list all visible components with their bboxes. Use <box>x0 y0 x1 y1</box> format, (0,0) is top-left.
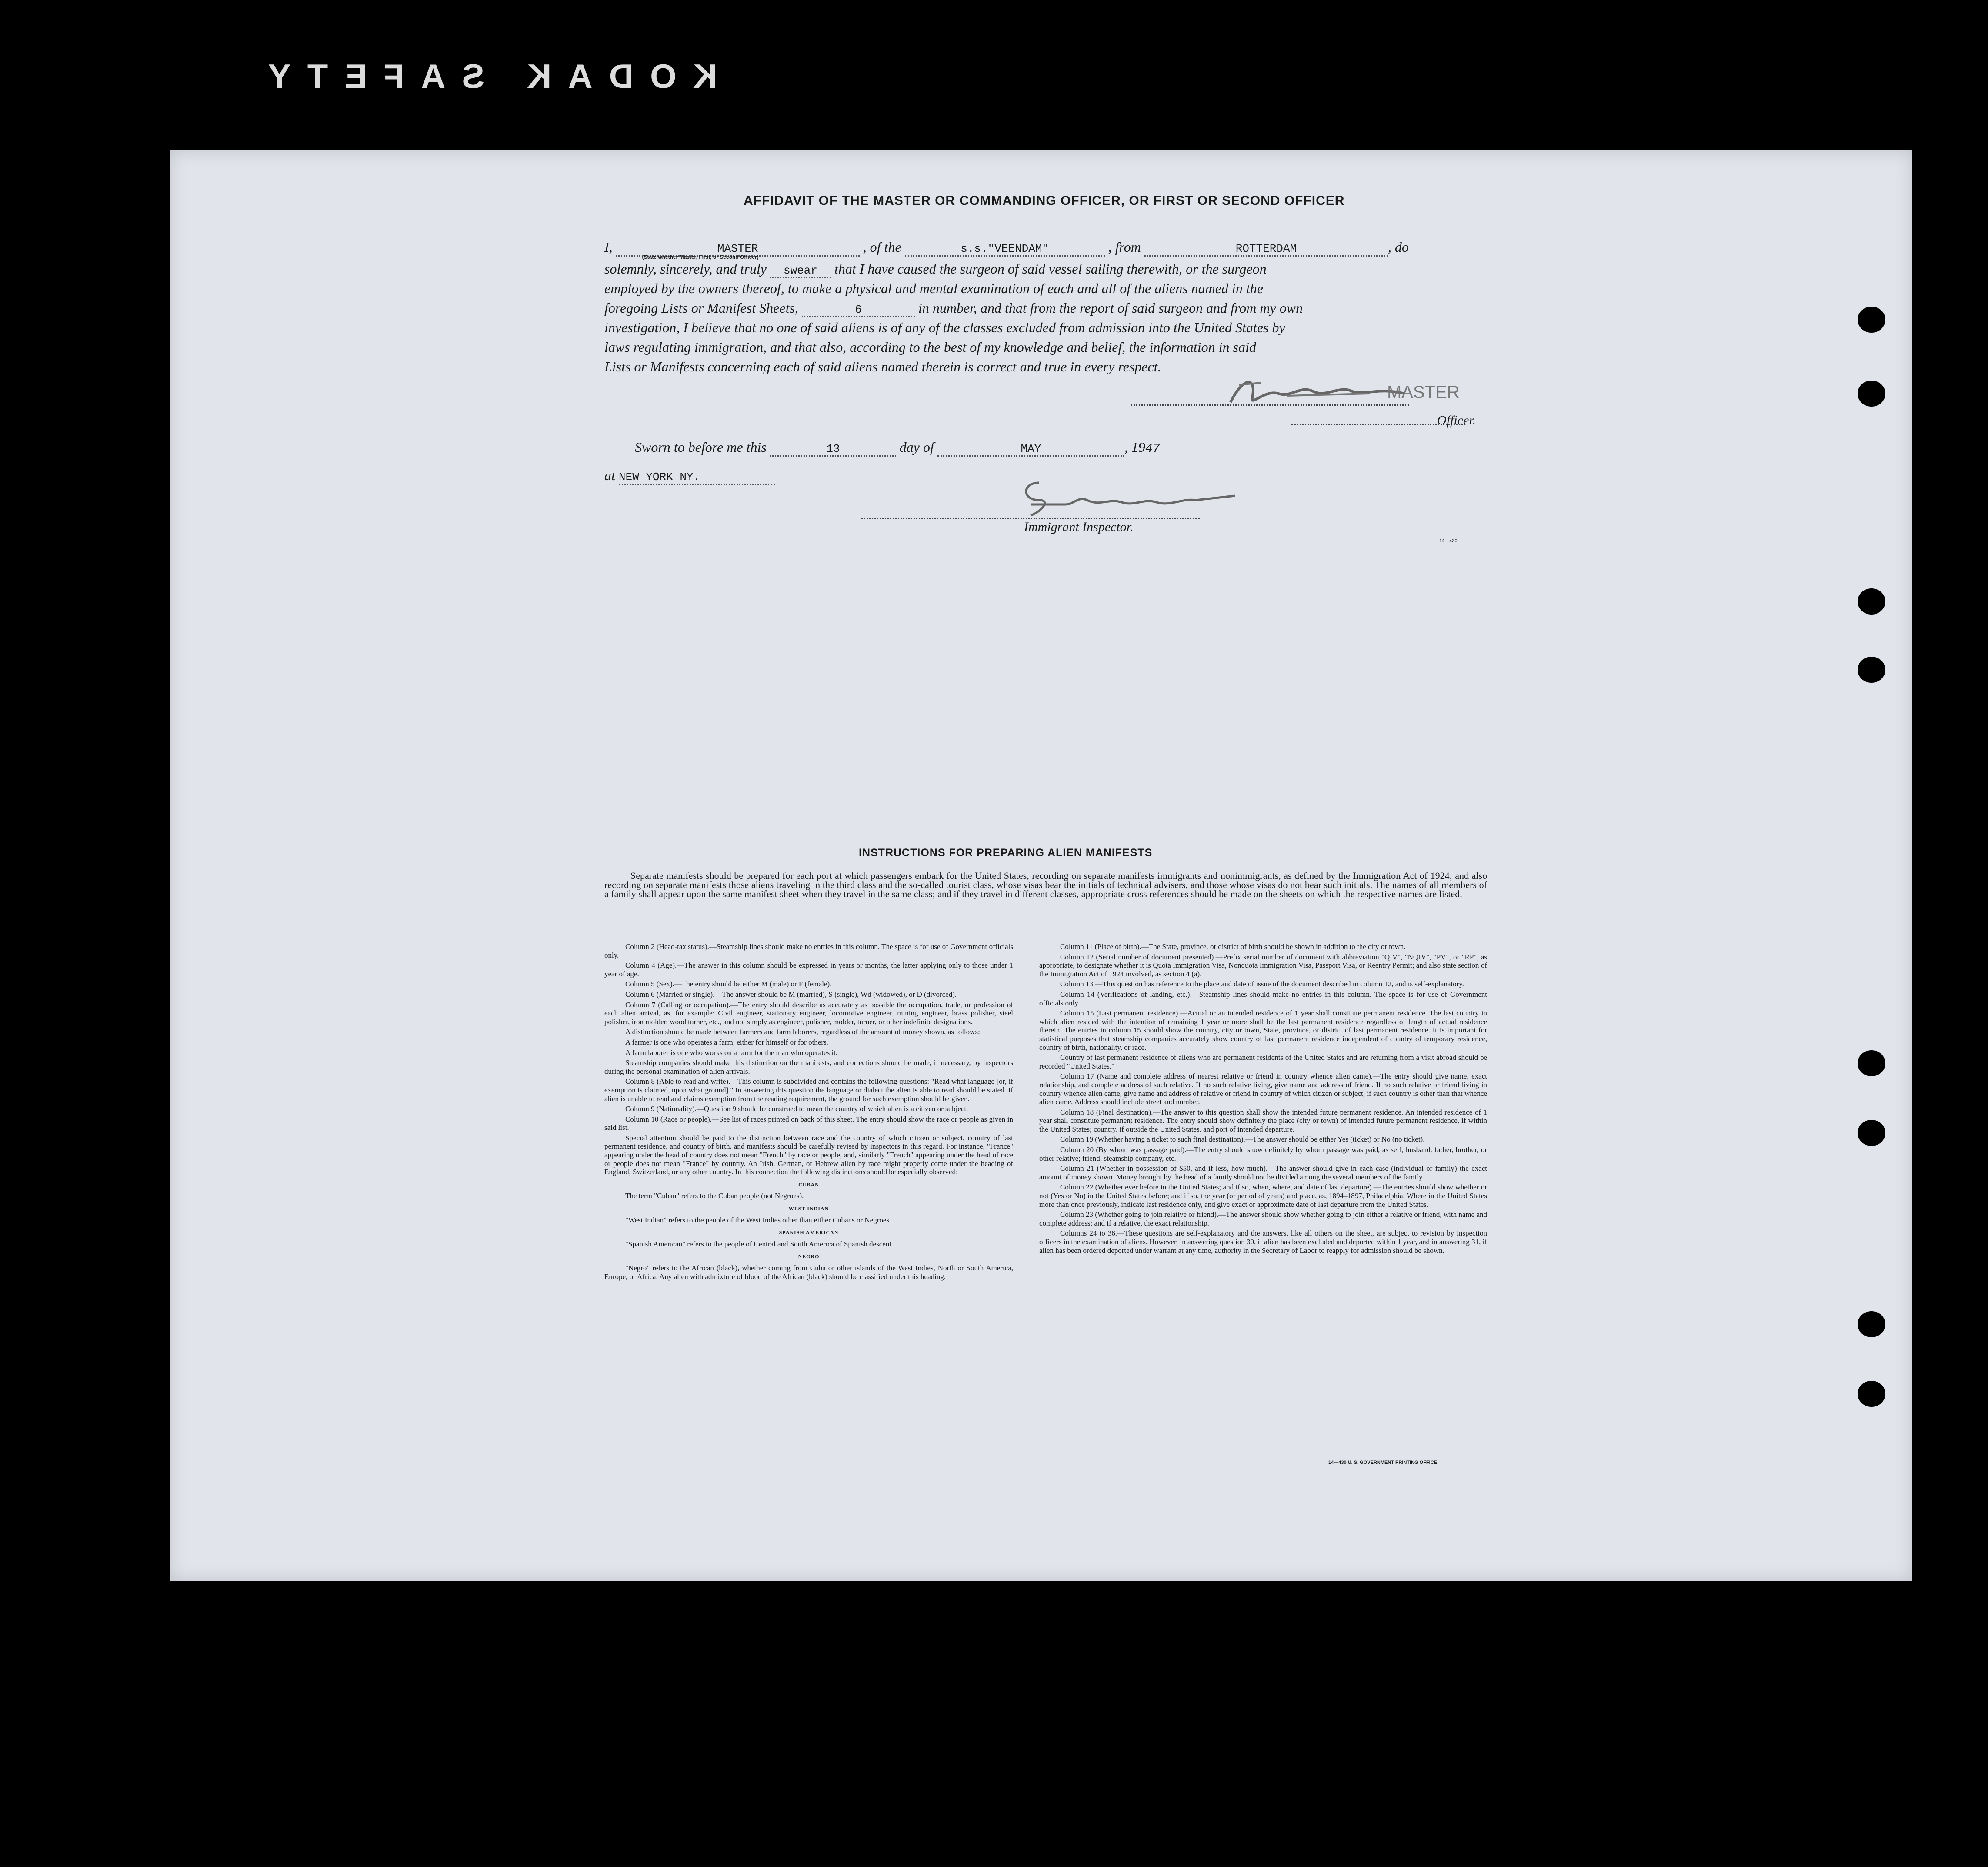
right-col-paragraph: Column 21 (Whether in possession of $50, and if less, how much).—The answer should give in each case (individual or family) the exact amount of money shown. Money brought by the head of a family should not be divided among the several members of the family. <box>1039 1164 1487 1181</box>
affidavit-line-4 <box>604 300 1303 317</box>
master-signature <box>1226 372 1409 417</box>
officer-label: Officer. <box>1437 413 1476 428</box>
intro-paragraph: Separate manifests should be prepared for each port at which passengers embark for the United States, recording on separate manifests immigrants and nonimmigrants, as defined by the Immigration Act of 1924; and also recording on separate manifests those aliens traveling in the third class and the so-called tourist class, whose visas bear the initials of technical advisers, and those whose visas do not bear such initials. The names of all members of a family shall appear upon the same manifest sheet when they travel in the same class; and if they travel in different classes, appropriate cross references should be made on the sheets on which the respective names are listed. <box>604 870 1487 899</box>
of-the-text: , of the <box>863 239 901 255</box>
place-line <box>604 468 775 485</box>
port-field: ROTTERDAM <box>1144 242 1388 257</box>
affidavit-line-4-b: in number, and that from the report of said surgeon and from my own <box>918 300 1303 316</box>
inspector-label: Immigrant Inspector. <box>1024 520 1134 534</box>
race-heading: SPANISH AMERICAN <box>779 1229 839 1236</box>
left-col-paragraph: Steamship companies should make this distinction on the manifests, and corrections should be made, if necessary, by inspectors during the personal examination of alien arrivals. <box>604 1059 1013 1075</box>
affidavit-line-1 <box>604 239 1409 260</box>
right-col-paragraph: Column 18 (Final destination).—The answer to this question shall show the intended future permanent residence. An intended residence of 1 year shall constitute permanent residence. The entry should show definitely the place (city or town) of intended future permanent residence, if within the United States; country, if outside the United States, and port of intended departure. <box>1039 1108 1487 1133</box>
instructions-intro <box>604 871 1487 898</box>
affidavit-line-7: Lists or Manifests concerning each of said aliens named therein is correct and true in every respect. <box>604 359 1161 374</box>
left-col-paragraph: Column 9 (Nationality).—Question 9 should be construed to mean the country of which alien is a citizen or subject. <box>625 1105 968 1113</box>
inspector-signature <box>1013 474 1239 524</box>
sheets-field: 6 <box>802 303 915 317</box>
race-heading: WEST INDIAN <box>788 1206 829 1212</box>
punch-hole <box>1858 1050 1885 1076</box>
left-col-paragraph: A distinction should be made between farmers and farm laborers, regardless of the amount of money shown, as follows: <box>625 1028 980 1036</box>
oath-field: swear <box>770 264 831 278</box>
affidavit-line-6: laws regulating immigration, and that also, according to the best of my knowledge and belief, the information in said <box>604 339 1256 355</box>
right-col-paragraph: Column 15 (Last permanent residence).—Actual or an intended residence of 1 year shall constitute permanent residence. The last country in which alien resided with the intention of remaining 1 year or more shall be the last permanent residence regardless of length of actual residence therein. The entries in column 15 should show the country, city or town, State, province, or district of last permanent residence. It is important for statistical purposes that steamship companies accurately show country of last permanent residence independent of country of temporary residence, country of birth, nationality, or race. <box>1039 1009 1487 1052</box>
punch-hole <box>1858 657 1885 683</box>
punch-hole <box>1858 1120 1885 1146</box>
race-heading: NEGRO <box>798 1253 820 1260</box>
affidavit-i: I, <box>604 239 613 255</box>
rank-note: (State whether Master, First, or Second Officer) <box>642 254 759 260</box>
left-col-paragraph: Column 2 (Head-tax status).—Steamship lines should make no entries in this column. The space is for use of Government officials only. <box>604 942 1013 959</box>
left-col-paragraph: A farm laborer is one who works on a farm for the man who operates it. <box>625 1048 838 1057</box>
right-col-paragraph: Column 23 (Whether going to join relative or friend).—The answer should show whether going to join either a relative or friend, with name and complete address; and if a relative, the exact relationship. <box>1039 1210 1487 1227</box>
inspector-signature-line <box>861 518 1200 519</box>
from-text: , from <box>1108 239 1141 255</box>
do-text: , do <box>1388 239 1409 255</box>
right-col-paragraph: Column 19 (Whether having a ticket to such final destination).—The answer should be either Yes (ticket) or No (no ticket). <box>1060 1135 1425 1144</box>
year-prefix: , 19 <box>1124 439 1145 455</box>
left-col-paragraph: Column 6 (Married or single).—The answer should be M (married), S (single), Wd (widowed), or D (divorced). <box>625 990 957 999</box>
left-col-paragraph: Column 4 (Age).—The answer in this column should be expressed in years or months, the latter applying only to those under 1 year of age. <box>604 961 1013 978</box>
punch-hole <box>1858 1311 1885 1337</box>
right-col-paragraph: Column 17 (Name and complete address of nearest relative or friend in country whence alien came).—The entry should give name, exact relationship, and complete address of such relative. If no such relative living, give name and address of friend. If no such relative or friend living in country whence alien came, give name and address of relative or friend in country of which citizen or subject, if such country is other than that whence alien came. Address should include street and number. <box>1039 1072 1487 1106</box>
instructions-right-column <box>1039 942 1487 1256</box>
left-col-paragraph: Column 5 (Sex).—The entry should be either M (male) or F (female). <box>625 980 832 989</box>
affidavit-line-2-a: solemnly, sincerely, and truly <box>604 261 767 277</box>
left-col-paragraph: Column 8 (Able to read and write).—This column is subdivided and contains the following questions: "Read what language [or, if exemption is claimed, upon what ground]." In answering this question the language or dialect the alien is able to read should be stated. If alien is unable to read and claims exemption from the reading requirement, the ground for such exemption should be given. <box>604 1077 1013 1103</box>
rank-field: MASTER <box>616 242 860 257</box>
right-col-paragraph: Column 20 (By whom was passage paid).—The entry should show definitely by whom passage was paid, as self; husband, father, brother, or other relative; friend; steamship company, etc. <box>1039 1146 1487 1162</box>
race-heading: CUBAN <box>798 1181 819 1188</box>
printing-office-footer: 14—430 U. S. GOVERNMENT PRINTING OFFICE <box>1328 1460 1437 1465</box>
left-col-paragraph: Column 7 (Calling or occupation).—The entry should describe as accurately as possible the occupation, trade, or profession of each alien arrival, as, for example: Civil engineer, stationary engineer, locomotive engineer, mining engineer, brass polisher, steel polisher, iron molder, wood turner, etc., and not simply as engineer, polisher, molder, turner, or other indefinite designations. <box>604 1000 1013 1026</box>
instructions-left-column <box>604 942 1013 1283</box>
affidavit-line-3: employed by the owners thereof, to make a physical and mental examination of each and all of the aliens named in the <box>604 281 1263 296</box>
punch-hole <box>1858 1381 1885 1407</box>
instructions-title: INSTRUCTIONS FOR PREPARING ALIEN MANIFESTS <box>859 847 1153 859</box>
month-field: MAY <box>937 442 1124 457</box>
sworn-line <box>635 439 1160 457</box>
affidavit-line-2 <box>604 261 1267 278</box>
affidavit-line-4-a: foregoing Lists or Manifest Sheets, <box>604 300 798 316</box>
left-col-paragraph: Special attention should be paid to the distinction between race and the country of which citizen or subject, country of last permanent residence, and country of birth, and manifests should be carefully revised by inspectors in this regard. For instance, "France" appearing under the head of country does not mean "French" by race or people, and, similarly "French" appearing under the head of race or people does not mean "France" by country. An Irish, German, or Hebrew alien by race might properly come under the heading of England, Switzerland, or any other country. In this connection the following distinctions should be especially observed: <box>604 1133 1013 1176</box>
manifest-page <box>170 150 1912 1581</box>
form-number: 14—430 <box>1439 538 1458 544</box>
master-signature-line <box>1131 404 1409 406</box>
punch-hole <box>1858 588 1885 615</box>
left-col-paragraph: Column 10 (Race or people).—See list of races printed on back of this sheet. The entry should show the race or people as given in said list. <box>604 1115 1013 1132</box>
left-col-paragraph: A farmer is one who operates a farm, either for himself or for others. <box>625 1038 828 1046</box>
race-definition: "Negro" refers to the African (black), whether coming from Cuba or other islands of the West Indies, North or South America, Europe, or Africa. Any alien with admixture of blood of the African (black) should be classified under this heading. <box>604 1264 1013 1281</box>
right-col-paragraph: Country of last permanent residence of aliens who are permanent residents of the United States and are returning from a visit abroad should be recorded "United States." <box>1039 1053 1487 1070</box>
affidavit-line-5: investigation, I believe that no one of said aliens is of any of the classes excluded from admission into the United States by <box>604 320 1285 335</box>
punch-hole <box>1858 307 1885 333</box>
at-label: at <box>604 468 615 483</box>
year-field: 47 <box>1145 442 1160 456</box>
punch-hole <box>1858 381 1885 407</box>
race-definition: "West Indian" refers to the people of the West Indies other than either Cubans or Negroes. <box>625 1216 891 1224</box>
right-col-paragraph: Columns 24 to 36.—These questions are self-explanatory and the answers, like all others on the sheet, are subject to revision by inspection officers in the examination of aliens. However, in answering question 30, if alien has been excluded and deported within 1 year, and in answering 31, if alien has been ordered deported under warrant at any time, authority in the Secretary of Labor to reapply for admission should be shown. <box>1039 1229 1487 1255</box>
right-col-paragraph: Column 14 (Verifications of landing, etc.).—Steamship lines should make no entries in this column. The space is for use of Government officials only. <box>1039 990 1487 1007</box>
affidavit-line-2-b: that I have caused the surgeon of said vessel sailing therewith, or the surgeon <box>834 261 1267 277</box>
race-definition: The term "Cuban" refers to the Cuban people (not Negroes). <box>625 1192 804 1200</box>
right-col-paragraph: Column 11 (Place of birth).—The State, province, or district of birth should be shown in addition to the city or town. <box>1060 942 1406 951</box>
right-col-paragraph: Column 12 (Serial number of document presented).—Prefix serial number of document with abbreviation "QIV", "NQIV", "PV", or "RP", as appropriate, to designate whether it is Quota Immigration Visa, Nonquota Immigration Visa, Passport Visa, or Reentry Permit; and also state section of the Immigration Act of 1924 involved, as section 4 (a). <box>1039 952 1487 978</box>
right-col-paragraph: Column 22 (Whether ever before in the United States; and if so, when, where, and date of last departure).—The entries should show whether or not (Yes or No) in the United States before; and if so, the year (or period of years) and place, as, 1894–1897, Philadelphia. Where in the United States more than once previously, indicate last residence only, and give exact or approximate date of last departure from the United States. <box>1039 1183 1487 1209</box>
place-field: NEW YORK NY. <box>619 471 775 485</box>
day-field: 13 <box>770 442 896 457</box>
race-definition: "Spanish American" refers to the people of Central and South America of Spanish descent. <box>625 1239 894 1248</box>
sworn-text-b: day of <box>899 439 934 455</box>
master-stamp: MASTER <box>1387 383 1460 402</box>
film-edge-marking: KODAK SAFETY <box>251 57 717 95</box>
right-col-paragraph: Column 13.—This question has reference to the place and date of issue of the document described in column 12, and is self-explanatory. <box>1060 980 1464 989</box>
vessel-field: s.s."VEENDAM" <box>905 242 1105 257</box>
affidavit-title: AFFIDAVIT OF THE MASTER OR COMMANDING OFFICER, OR FIRST OR SECOND OFFICER <box>744 194 1345 208</box>
sworn-text-a: Sworn to before me this <box>635 439 767 455</box>
